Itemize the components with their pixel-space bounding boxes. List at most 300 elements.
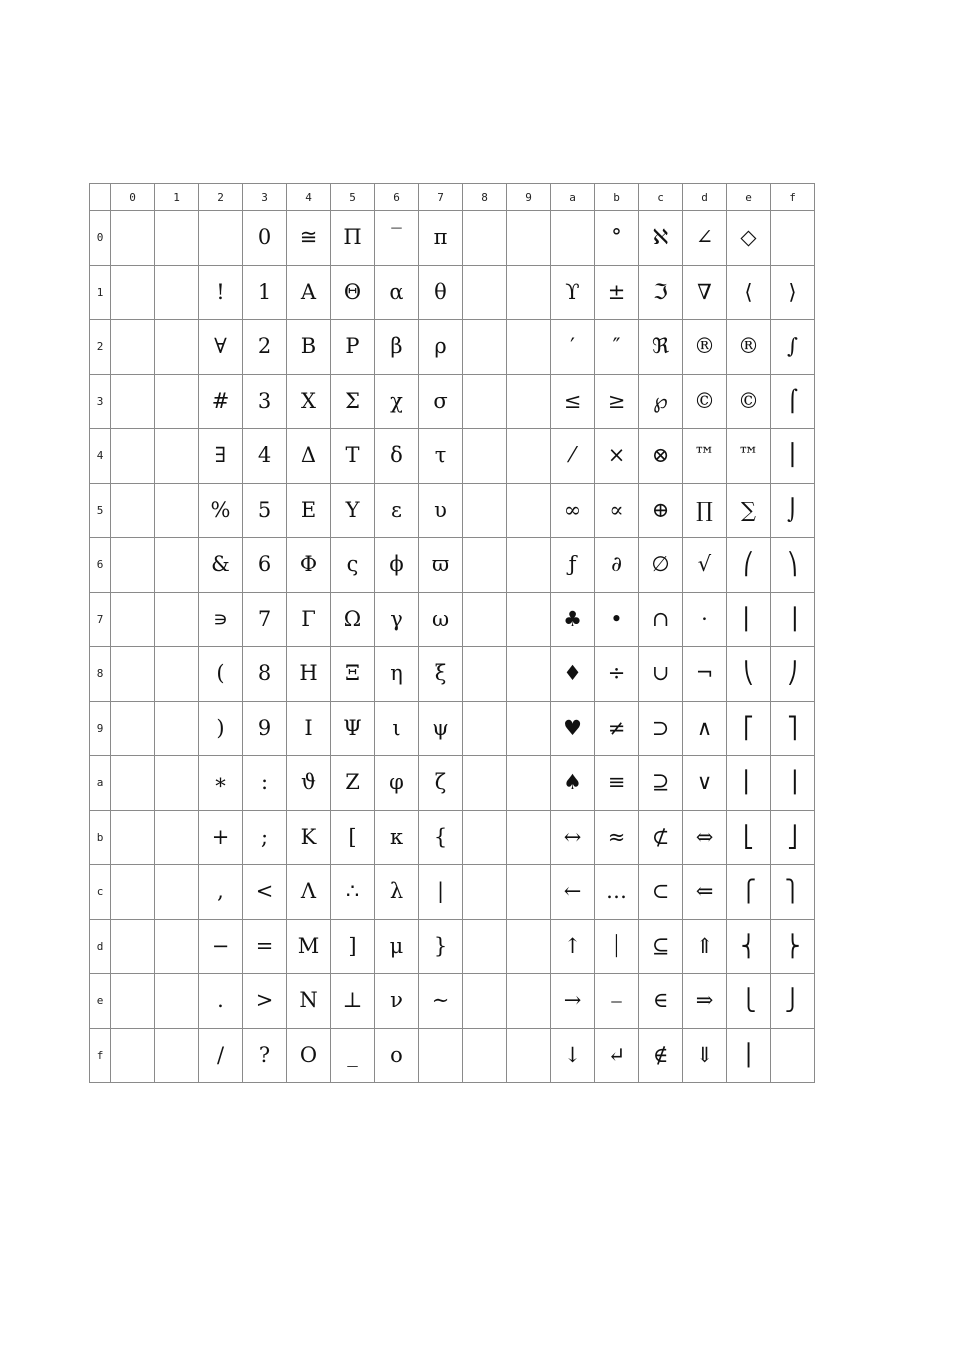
table-row [90,647,815,702]
column-header: 1 [155,184,199,211]
glyph-cell [111,974,155,1029]
glyph-cell: ƒ [551,538,595,593]
glyph-cell: ⎛ [727,538,771,593]
glyph-cell [111,320,155,375]
glyph-cell: 0 [243,211,287,266]
glyph-cell [111,919,155,974]
glyph-cell: ⎜ [727,592,771,647]
column-header: 0 [111,184,155,211]
glyph-cell: & [199,538,243,593]
glyph-cell: ™ [683,429,727,484]
glyph-cell [463,265,507,320]
table-row [90,429,815,484]
glyph-cell: ↔ [551,810,595,865]
glyph-cell: Ξ [331,647,375,702]
glyph-cell: ℑ [639,265,683,320]
column-header: b [595,184,639,211]
glyph-cell: − [199,919,243,974]
glyph-cell [155,483,199,538]
glyph-cell: ♥ [551,701,595,756]
glyph-cell: ζ [419,756,463,811]
table-row [90,756,815,811]
glyph-cell: ′ [551,320,595,375]
glyph-cell: Ι [287,701,331,756]
glyph-cell: ⊇ [639,756,683,811]
glyph-cell: ∞ [551,483,595,538]
row-header: 5 [90,483,111,538]
row-header: 4 [90,429,111,484]
row-header: 0 [90,211,111,266]
row-header: 8 [90,647,111,702]
glyph-cell [463,701,507,756]
glyph-cell: Θ [331,265,375,320]
glyph-cell [463,756,507,811]
glyph-cell: ∂ [595,538,639,593]
table-row [90,974,815,1029]
glyph-cell: ( [199,647,243,702]
glyph-cell: ℘ [639,374,683,429]
column-header: c [639,184,683,211]
glyph-cell: # [199,374,243,429]
glyph-cell [111,592,155,647]
glyph-cell [463,592,507,647]
corner-cell [90,184,111,211]
glyph-cell: ® [683,320,727,375]
glyph-cell [111,647,155,702]
glyph-cell: 1 [243,265,287,320]
glyph-cell: : [243,756,287,811]
glyph-cell: … [595,865,639,920]
glyph-cell: ↓ [551,1028,595,1083]
glyph-cell: Ν [287,974,331,1029]
glyph-cell: ⎬ [771,919,815,974]
glyph-cell: ∠ [683,211,727,266]
glyph-cell: ℜ [639,320,683,375]
glyph-cell: Ε [287,483,331,538]
glyph-cell: ∀ [199,320,243,375]
glyph-cell: [ [331,810,375,865]
glyph-cell [463,974,507,1029]
glyph-cell: ⇑ [683,919,727,974]
glyph-cell: 9 [243,701,287,756]
glyph-cell [507,429,551,484]
glyph-cell [463,810,507,865]
glyph-cell [507,483,551,538]
glyph-cell [507,919,551,974]
glyph-cell: ♦ [551,647,595,702]
glyph-cell: ω [419,592,463,647]
glyph-cell [111,265,155,320]
glyph-cell: | [419,865,463,920]
glyph-cell: ] [331,919,375,974]
glyph-cell [155,320,199,375]
table-row [90,483,815,538]
glyph-cell: ♠ [551,756,595,811]
glyph-cell: © [727,374,771,429]
glyph-cell [551,211,595,266]
glyph-cell [507,538,551,593]
table-row [90,1028,815,1083]
glyph-cell [111,429,155,484]
table-row [90,810,815,865]
glyph-cell: ∫ [771,320,815,375]
glyph-cell: η [375,647,419,702]
glyph-cell: ⋅ [683,592,727,647]
glyph-cell [155,756,199,811]
column-header: 3 [243,184,287,211]
glyph-cell: 2 [243,320,287,375]
glyph-cell: ∇ [683,265,727,320]
glyph-cell [507,374,551,429]
glyph-cell: ϖ [419,538,463,593]
table-row [90,919,815,974]
glyph-cell: > [243,974,287,1029]
glyph-cell [155,592,199,647]
glyph-cell [507,865,551,920]
glyph-cell: μ [375,919,419,974]
glyph-cell: ⟨ [727,265,771,320]
glyph-cell [155,211,199,266]
glyph-cell: Ω [331,592,375,647]
glyph-cell: ∗ [199,756,243,811]
glyph-cell: Ο [287,1028,331,1083]
glyph-cell: Μ [287,919,331,974]
glyph-cell: ψ [419,701,463,756]
glyph-cell [111,810,155,865]
glyph-cell: ∩ [639,592,683,647]
column-header: e [727,184,771,211]
glyph-cell: ⊕ [639,483,683,538]
glyph-cell: ¬ [683,647,727,702]
glyph-cell: ⎤ [771,701,815,756]
glyph-cell: ⊃ [639,701,683,756]
glyph-cell: ⇒ [683,974,727,1029]
glyph-cell: ? [243,1028,287,1083]
column-header: f [771,184,815,211]
glyph-cell: ⌡ [771,483,815,538]
glyph-cell [155,647,199,702]
glyph-cell: ∧ [683,701,727,756]
glyph-cell: ∏ [683,483,727,538]
table-row [90,265,815,320]
glyph-cell: } [419,919,463,974]
table-row [90,701,815,756]
glyph-cell: ι [375,701,419,756]
glyph-cell: ⎧ [727,865,771,920]
glyph-cell [463,1028,507,1083]
glyph-cell: ∍ [199,592,243,647]
glyph-cell: < [243,865,287,920]
glyph-cell [463,429,507,484]
glyph-cell: ⎦ [771,810,815,865]
glyph-cell [507,320,551,375]
glyph-cell: ⁄ [551,429,595,484]
glyph-cell: ∃ [199,429,243,484]
column-header: 8 [463,184,507,211]
glyph-cell: ϕ [375,538,419,593]
glyph-cell: Π [331,211,375,266]
glyph-cell: ; [243,810,287,865]
glyph-cell: ≅ [287,211,331,266]
glyph-cell: ™ [727,429,771,484]
glyph-cell: ◇ [727,211,771,266]
glyph-cell: ± [595,265,639,320]
glyph-cell: ∉ [639,1028,683,1083]
glyph-cell: ⎨ [727,919,771,974]
row-header: b [90,810,111,865]
glyph-cell: ⊂ [639,865,683,920]
glyph-cell: Τ [331,429,375,484]
glyph-cell: ⌠ [771,374,815,429]
glyph-cell: ≈ [595,810,639,865]
glyph-cell: σ [419,374,463,429]
glyph-cell: ⎞ [771,538,815,593]
glyph-cell [463,211,507,266]
glyph-cell: Ρ [331,320,375,375]
glyph-cell: Φ [287,538,331,593]
column-header: d [683,184,727,211]
glyph-cell: ∈ [639,974,683,1029]
row-header: c [90,865,111,920]
glyph-cell [507,810,551,865]
glyph-cell: π [419,211,463,266]
glyph-cell: Λ [287,865,331,920]
glyph-cell: ⊗ [639,429,683,484]
glyph-cell [155,974,199,1029]
glyph-cell: χ [375,374,419,429]
glyph-cell: Η [287,647,331,702]
glyph-cell: ! [199,265,243,320]
glyph-cell: _ [331,1028,375,1083]
character-code-table [89,183,815,1083]
glyph-cell: ) [199,701,243,756]
column-header: 9 [507,184,551,211]
table-row [90,538,815,593]
glyph-cell: ⎢ [727,756,771,811]
glyph-cell: 4 [243,429,287,484]
glyph-cell: Ζ [331,756,375,811]
glyph-cell [155,919,199,974]
column-header: 5 [331,184,375,211]
row-header: e [90,974,111,1029]
glyph-cell: % [199,483,243,538]
glyph-cell: ⊥ [331,974,375,1029]
glyph-cell [111,374,155,429]
glyph-cell: ® [727,320,771,375]
glyph-cell: / [199,1028,243,1083]
glyph-cell: . [199,974,243,1029]
glyph-cell: ↵ [595,1028,639,1083]
glyph-cell: ϒ [551,265,595,320]
glyph-cell: 6 [243,538,287,593]
glyph-cell: • [595,592,639,647]
glyph-cell: ε [375,483,419,538]
glyph-cell: Κ [287,810,331,865]
column-header: a [551,184,595,211]
glyph-cell: ⎫ [771,865,815,920]
glyph-cell [463,919,507,974]
glyph-cell: ≠ [595,701,639,756]
glyph-cell: + [199,810,243,865]
column-header-row [90,184,815,211]
glyph-cell: ⎭ [771,974,815,1029]
row-header: 6 [90,538,111,593]
glyph-cell: ∴ [331,865,375,920]
glyph-cell [463,538,507,593]
glyph-cell: × [595,429,639,484]
glyph-cell: ϑ [287,756,331,811]
glyph-cell [463,374,507,429]
table-row [90,592,815,647]
glyph-cell: ⊆ [639,919,683,974]
glyph-cell: ≤ [551,374,595,429]
table-row [90,211,815,266]
glyph-cell [111,538,155,593]
glyph-cell [111,1028,155,1083]
glyph-cell: 3 [243,374,287,429]
table-body [90,211,815,1083]
glyph-cell [507,211,551,266]
glyph-cell: ⇐ [683,865,727,920]
glyph-cell: τ [419,429,463,484]
glyph-cell: © [683,374,727,429]
glyph-cell: λ [375,865,419,920]
glyph-cell: ∼ [419,974,463,1029]
glyph-cell [507,701,551,756]
glyph-cell: Α [287,265,331,320]
row-header: f [90,1028,111,1083]
glyph-cell [155,265,199,320]
glyph-cell: ∝ [595,483,639,538]
glyph-cell: ⎠ [771,647,815,702]
glyph-cell: ∅ [639,538,683,593]
glyph-cell: β [375,320,419,375]
glyph-cell: ⎡ [727,701,771,756]
glyph-cell [507,265,551,320]
glyph-cell: ° [595,211,639,266]
glyph-cell: ÷ [595,647,639,702]
glyph-cell: ⎟ [771,592,815,647]
glyph-cell: ⎩ [727,974,771,1029]
glyph-cell: ⟩ [771,265,815,320]
glyph-cell: γ [375,592,419,647]
glyph-cell: ν [375,974,419,1029]
glyph-cell: ⎣ [727,810,771,865]
glyph-cell: 8 [243,647,287,702]
glyph-cell [155,810,199,865]
row-header: 7 [90,592,111,647]
glyph-cell [507,1028,551,1083]
glyph-cell [463,320,507,375]
column-header: 2 [199,184,243,211]
glyph-cell [199,211,243,266]
glyph-cell: Χ [287,374,331,429]
glyph-cell: θ [419,265,463,320]
glyph-cell [111,211,155,266]
glyph-cell: ‾ [375,211,419,266]
glyph-cell: ⎝ [727,647,771,702]
glyph-cell [507,647,551,702]
glyph-cell: Σ [331,374,375,429]
glyph-cell: → [551,974,595,1029]
glyph-cell: Δ [287,429,331,484]
glyph-cell [463,483,507,538]
row-header: 2 [90,320,111,375]
glyph-cell: { [419,810,463,865]
row-header: d [90,919,111,974]
glyph-cell: φ [375,756,419,811]
glyph-cell: ∨ [683,756,727,811]
glyph-cell [111,701,155,756]
glyph-cell: ⇓ [683,1028,727,1083]
glyph-cell [507,592,551,647]
glyph-cell: κ [375,810,419,865]
glyph-cell: ♣ [551,592,595,647]
glyph-cell: ο [375,1028,419,1083]
glyph-cell: ς [331,538,375,593]
glyph-cell [111,483,155,538]
glyph-cell: δ [375,429,419,484]
glyph-cell: ↑ [551,919,595,974]
glyph-cell: ⎥ [771,756,815,811]
glyph-cell [771,1028,815,1083]
glyph-cell [771,211,815,266]
glyph-cell: Ψ [331,701,375,756]
glyph-cell: √ [683,538,727,593]
glyph-cell: = [243,919,287,974]
glyph-cell: Υ [331,483,375,538]
glyph-cell [155,1028,199,1083]
table-row [90,865,815,920]
glyph-cell [155,374,199,429]
glyph-cell: ∑ [727,483,771,538]
glyph-cell: ⏐ [595,919,639,974]
glyph-cell: ⊄ [639,810,683,865]
glyph-cell: α [375,265,419,320]
glyph-cell: ℵ [639,211,683,266]
row-header: 3 [90,374,111,429]
glyph-cell [463,865,507,920]
glyph-cell [155,429,199,484]
glyph-cell: 7 [243,592,287,647]
row-header: 9 [90,701,111,756]
glyph-cell [155,538,199,593]
glyph-cell: , [199,865,243,920]
glyph-cell: ← [551,865,595,920]
table-row [90,320,815,375]
glyph-cell: ≡ [595,756,639,811]
glyph-cell: ρ [419,320,463,375]
glyph-cell: ≥ [595,374,639,429]
glyph-cell: ξ [419,647,463,702]
glyph-cell [155,701,199,756]
row-header: a [90,756,111,811]
column-header: 6 [375,184,419,211]
glyph-cell: ⎪ [727,1028,771,1083]
column-header: 4 [287,184,331,211]
glyph-cell: ⎮ [771,429,815,484]
glyph-cell: υ [419,483,463,538]
row-header: 1 [90,265,111,320]
glyph-cell [507,756,551,811]
glyph-cell [507,974,551,1029]
glyph-cell: ″ [595,320,639,375]
glyph-cell [419,1028,463,1083]
glyph-cell: 5 [243,483,287,538]
glyph-cell [111,756,155,811]
glyph-cell [155,865,199,920]
column-header: 7 [419,184,463,211]
